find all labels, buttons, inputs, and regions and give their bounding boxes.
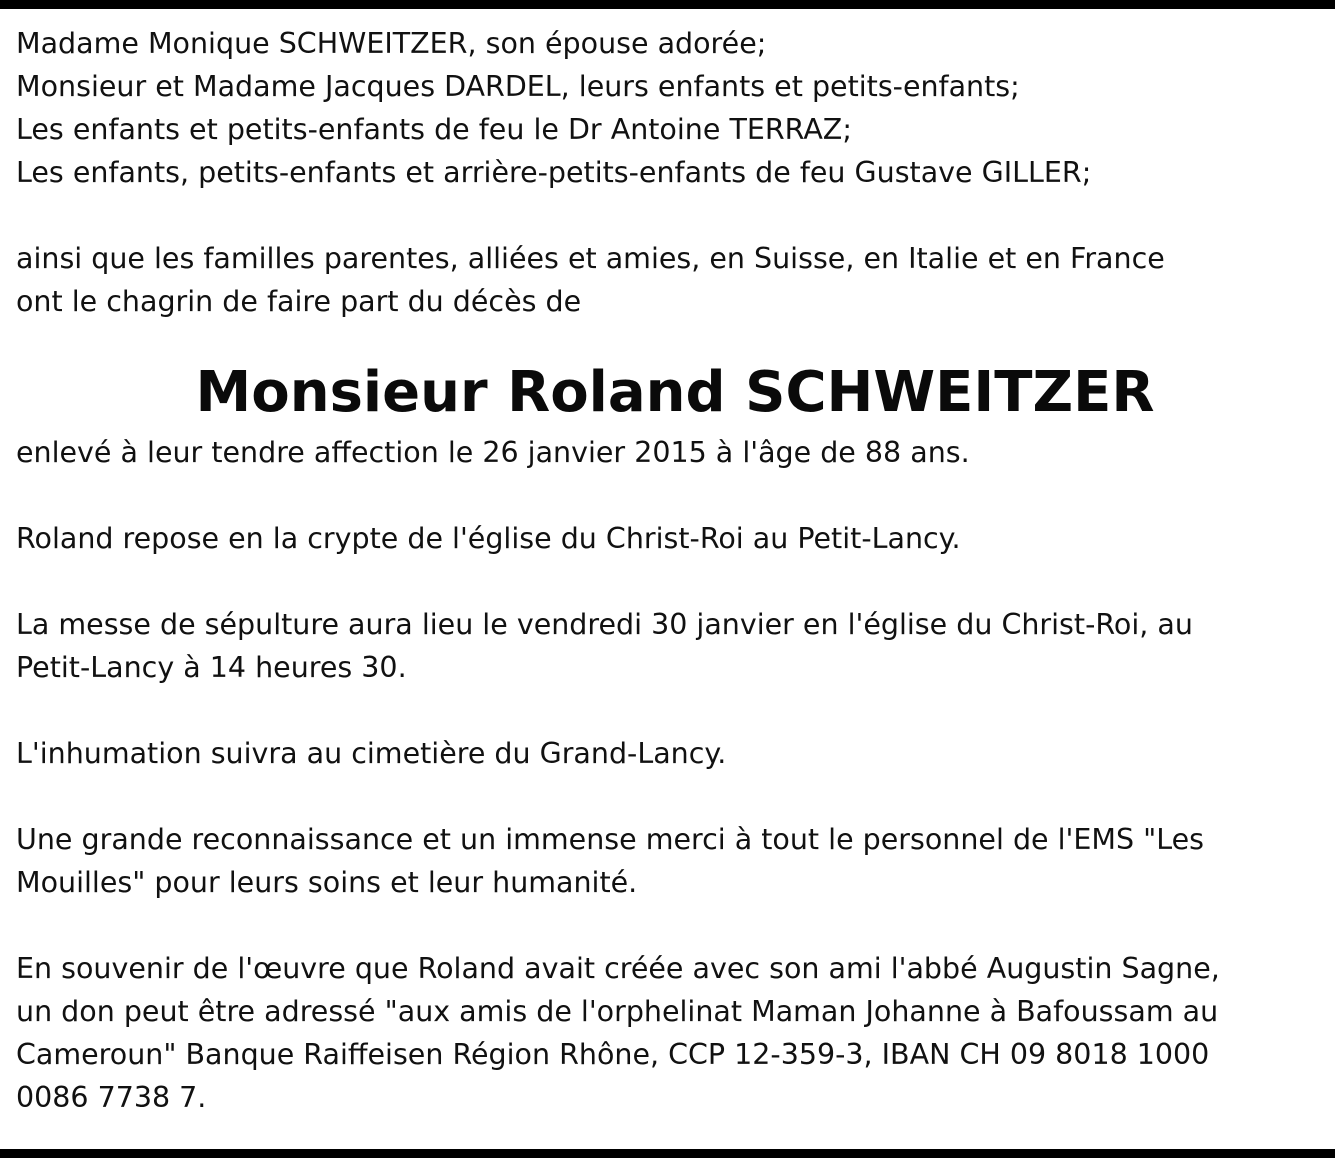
donation-line: Cameroun" Banque Raiffeisen Région Rhône, CCP 12-359-3, IBAN CH 09 8018 1000 <box>16 1038 1210 1071</box>
spacer <box>16 775 1322 818</box>
thanks-line: Mouilles" pour leurs soins et leur humanité. <box>16 866 638 899</box>
donation-paragraph <box>16 947 1322 1119</box>
obituary-notice <box>16 22 1322 1119</box>
spacer <box>16 194 1322 237</box>
announcement <box>16 237 1322 323</box>
spacer <box>16 689 1322 732</box>
announcement-line: ainsi que les familles parentes, alliées et amies, en Suisse, en Italie et en France <box>16 242 1165 275</box>
death-line: enlevé à leur tendre affection le 26 janvier 2015 à l'âge de 88 ans. <box>16 436 970 469</box>
spacer <box>16 560 1322 603</box>
donation-line: En souvenir de l'œuvre que Roland avait créée avec son ami l'abbé Augustin Sagne, <box>16 952 1220 985</box>
mass-line: La messe de sépulture aura lieu le vendredi 30 janvier en l'église du Christ-Roi, au <box>16 608 1193 641</box>
family-line: Monsieur et Madame Jacques DARDEL, leurs enfants et petits-enfants; <box>16 70 1020 103</box>
family-line: Les enfants et petits-enfants de feu le Dr Antoine TERRAZ; <box>16 113 852 146</box>
announcement-line: ont le chagrin de faire part du décès de <box>16 285 582 318</box>
donation-line: 0086 7738 7. <box>16 1081 207 1114</box>
repose-line: Roland repose en la crypte de l'église du Christ-Roi au Petit-Lancy. <box>16 522 961 555</box>
mass-line: Petit-Lancy à 14 heures 30. <box>16 651 407 684</box>
donation-line: un don peut être adressé "aux amis de l'orphelinat Maman Johanne à Bafoussam au <box>16 995 1219 1028</box>
deceased-name-heading: Monsieur Roland SCHWEITZER <box>195 360 1155 425</box>
family-line: Madame Monique SCHWEITZER, son épouse adorée; <box>16 27 767 60</box>
spacer <box>16 904 1322 947</box>
burial-line: L'inhumation suivra au cimetière du Grand-Lancy. <box>16 737 727 770</box>
spacer <box>16 474 1322 517</box>
top-border-rule <box>0 0 1335 9</box>
family-line: Les enfants, petits-enfants et arrière-petits-enfants de feu Gustave GILLER; <box>16 156 1092 189</box>
mass-paragraph <box>16 603 1322 689</box>
thanks-line: Une grande reconnaissance et un immense merci à tout le personnel de l'EMS "Les <box>16 823 1204 856</box>
bottom-border-rule <box>0 1149 1335 1158</box>
family-list <box>16 22 1322 194</box>
thanks-paragraph <box>16 818 1322 904</box>
